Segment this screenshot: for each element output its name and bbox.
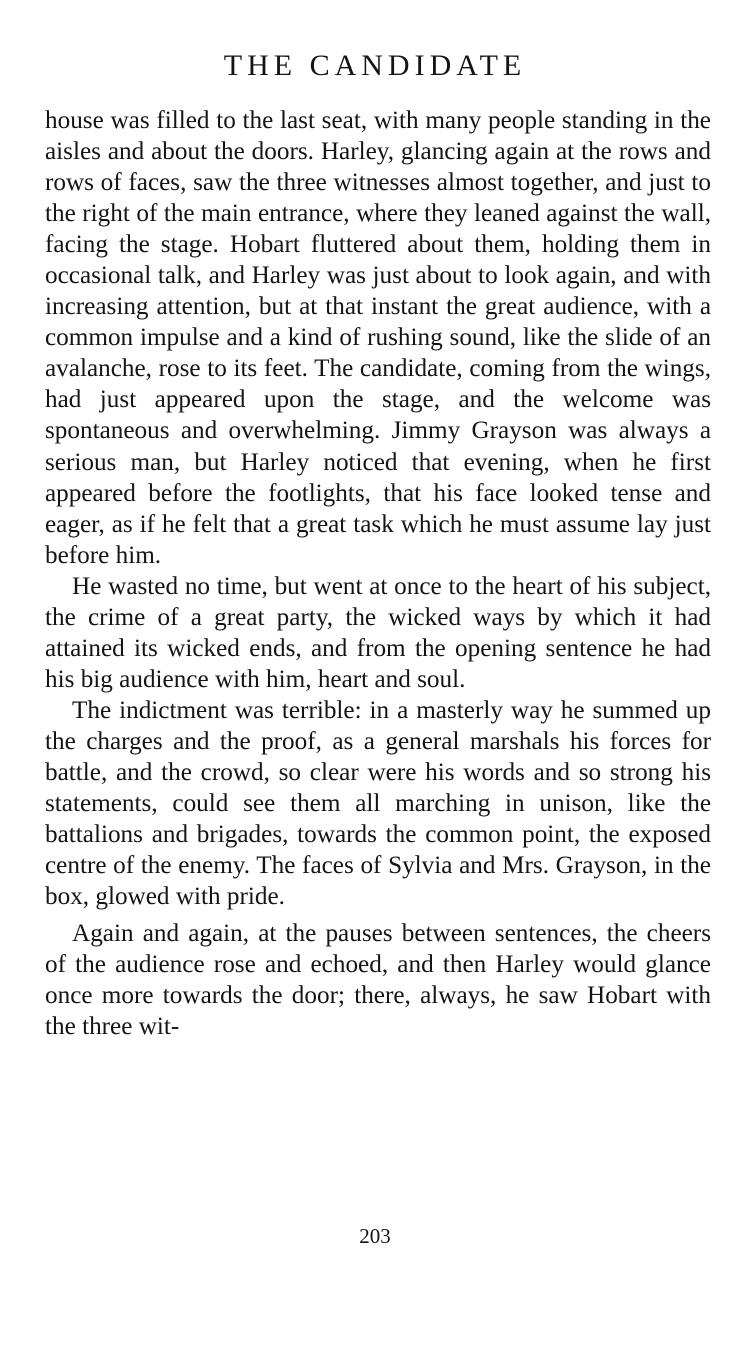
paragraph: Again and again, at the pauses between sentences, the cheers of the audience rose and echoed, and then Harley would glance once more towards the door; there, always, he saw Hobart with the three wit- xyxy=(45,920,711,1041)
running-title: THE CANDIDATE xyxy=(223,49,527,82)
body-text xyxy=(45,105,711,1042)
page-number: 203 xyxy=(359,1224,391,1248)
paragraph: The indictment was terrible: in a masterly way he summed up the charges and the proof, as a general marshals his forces for battle, and the crowd, so clear were his words and so strong his statements, could see them all marching in unison, like the battalions and brigades, towards the common point, the exposed centre of the enemy. The faces of Sylvia and Mrs. Grayson, in the box, glowed with pride. xyxy=(45,696,711,911)
paragraph: He wasted no time, but went at once to the heart of his subject, the crime of a great party, the wicked ways by which it had attained its wicked ends, and from the opening sentence he had his big audience with him, heart and soul. xyxy=(45,572,711,693)
paragraph: house was filled to the last seat, with many people standing in the aisles and about the doors. Harley, glancing again at the rows and rows of faces, saw the three witnesses almost together, and just to the right of the main entrance, where they leaned against the wall, facing the stage. Hobart fluttered about them, holding them in occasional talk, and Harley was just about to look again, and with increasing attention, but at that instant the great audience, with a common impulse and a kind of rushing sound, like the slide of an avalanche, rose to its feet. The candidate, coming from the wings, had just appeared upon the stage, and the welcome was spontaneous and overwhelming. Jimmy Grayson was always a serious man, but Harley noticed that evening, when he first appeared before the footlights, that his face looked tense and eager, as if he felt that a great task which he must assume lay just before him. xyxy=(45,107,711,569)
